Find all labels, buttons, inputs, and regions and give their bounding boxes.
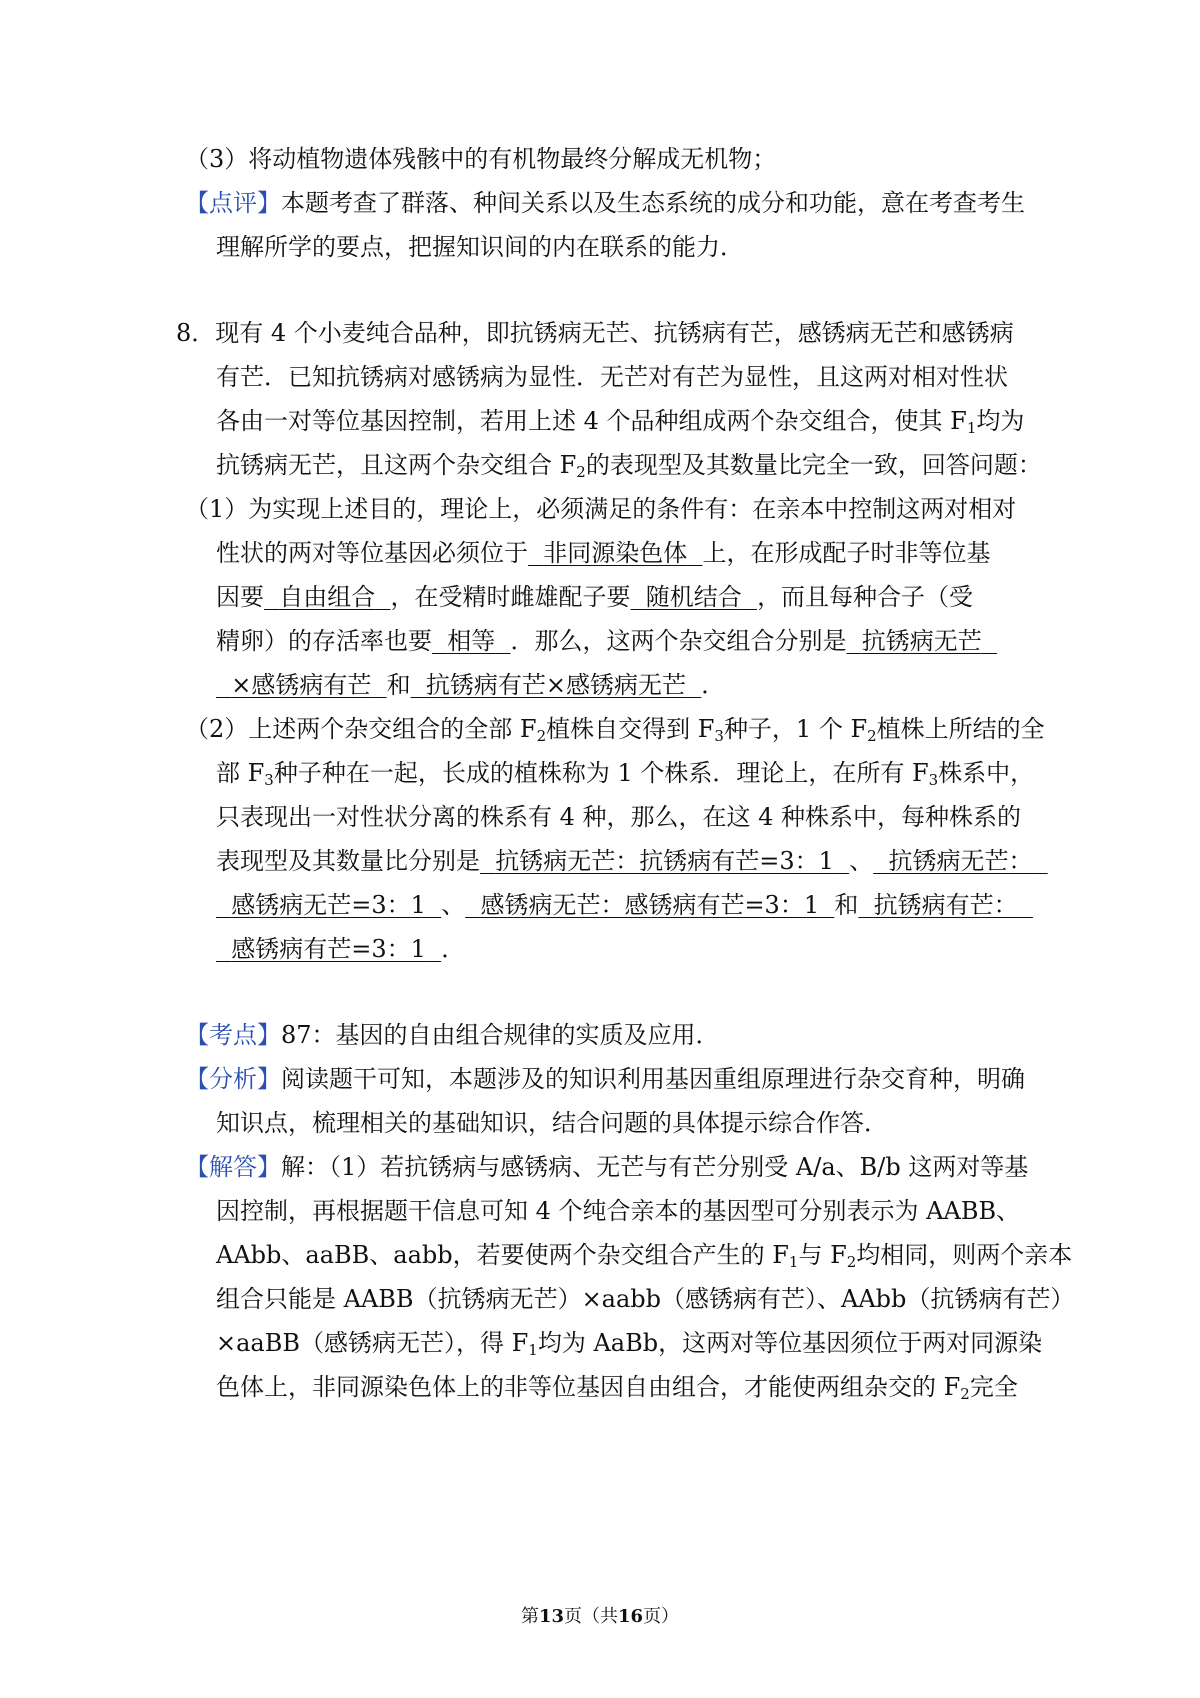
jieda-line-4: 组合只能是 AABB（抗锈病无芒）×aabb（感锈病有芒）、AAbb（抗锈病有芒） [216, 1285, 1075, 1313]
question-8-line-4: 抗锈病无芒，且这两个杂交组合 $F_2$的表现型及其数量比完全一致，回答问题： [216, 451, 1042, 481]
jieda-line-3: AAbb、aaBB、aabb，若要使两个杂交组合产生的 $F_1$与 $F_2$均相同，则两个亲本 [216, 1241, 1073, 1271]
part-2-line-3: 只表现出一对性状分离的株系有 4 种，那么，在这 4 种株系中，每种株系的 [216, 803, 1022, 831]
fenxi-line-2: 知识点，梳理相关的基础知识，结合问题的具体提示综合作答． [216, 1109, 888, 1137]
question-8-line-1: 8．现有 4 个小麦纯合品种，即抗锈病无芒、抗锈病有芒，感锈病无芒和感锈病 [176, 319, 1014, 347]
part-1-line-5: ×感锈病有芒 和 抗锈病有芒×感锈病无芒 ． [216, 668, 725, 702]
jieda-line-5: ×aaBB（感锈病无芒），得 $F_1$均为 AaBb，这两对等位基因须位于两对同源染 [216, 1329, 1043, 1359]
fenxi-line-1: 【分析】阅读题干可知，本题涉及的知识利用基因重组原理进行杂交育种，明确 [185, 1065, 1025, 1093]
kaodian-tag: 【考点】 [185, 1021, 281, 1049]
total-pages: 16 [618, 1606, 644, 1627]
part-2-line-5: 感锈病无芒=3：1 、 感锈病无芒：感锈病有芒=3：1 和 抗锈病有芒： [216, 888, 1033, 922]
kaodian-line: 【考点】87：基因的自由组合规律的实质及应用． [185, 1021, 720, 1049]
comment-line-1: 【点评】本题考查了群落、种间关系以及生态系统的成分和功能，意在考查考生 [185, 189, 1025, 217]
jieda-line-1: 【解答】解：（1）若抗锈病与感锈病、无芒与有芒分别受 A/a、B/b 这两对等基 [185, 1153, 1029, 1181]
jieda-line-2: 因控制，再根据题干信息可知 4 个纯合亲本的基因型可分别表示为 AABB、 [216, 1197, 1021, 1225]
fenxi-tag: 【分析】 [185, 1065, 281, 1093]
part-1-line-2: 性状的两对等位基因必须位于 非同源染色体 上，在形成配子时非等位基 [216, 536, 991, 570]
answer-blank: 抗锈病有芒×感锈病无芒 [425, 671, 687, 699]
comment-line-2: 理解所学的要点，把握知识间的内在联系的能力． [216, 233, 744, 261]
part-1-line-4: 精卵）的存活率也要 相等 ．那么，这两个杂交组合分别是 抗锈病无芒 [216, 624, 997, 658]
jieda-tag: 【解答】 [185, 1153, 281, 1181]
answer-blank: 抗锈病无芒 [861, 627, 982, 655]
answer-line-3: （3）将动植物遗体残骸中的有机物最终分解成无机物； [185, 145, 777, 173]
part-2-line-2: 部 $F_3$种子种在一起，长成的植株称为 1 个株系．理论上，在所有 $F_3$株系中， [216, 759, 1035, 789]
comment-tag: 【点评】 [185, 189, 281, 217]
answer-blank: 抗锈病有芒： [873, 891, 1018, 919]
part-2-line-4: 表现型及其数量比分别是 抗锈病无芒：抗锈病有芒=3：1 、 抗锈病无芒： [216, 844, 1048, 878]
answer-blank: 随机结合 [645, 583, 742, 611]
answer-blank: 非同源染色体 [543, 539, 688, 567]
answer-blank: 相等 [447, 627, 496, 655]
answer-blank: 自由组合 [279, 583, 376, 611]
answer-blank: 抗锈病无芒： [888, 847, 1033, 875]
part-1-line-3: 因要 自由组合 ，在受精时雌雄配子要 随机结合 ，而且每种合子（受 [216, 580, 973, 614]
answer-blank: 感锈病无芒：感锈病有芒=3：1 [480, 891, 820, 919]
question-8-line-2: 有芒．已知抗锈病对感锈病为显性．无芒对有芒为显性，且这两对相对性状 [216, 363, 1008, 391]
answer-blank: ×感锈病有芒 [231, 671, 372, 699]
part-2-line-1: （2）上述两个杂交组合的全部 $F_2$植株自交得到 $F_3$种子，1 个 $F_2$植株上所结的全 [185, 715, 1045, 745]
part-2-line-6: 感锈病有芒=3：1 ． [216, 932, 465, 966]
page-footer: 第13页（共16页） [520, 1606, 680, 1627]
page-number: 13 [538, 1606, 564, 1627]
answer-blank: 感锈病无芒=3：1 [231, 891, 426, 919]
part-1-line-1: （1）为实现上述目的，理论上，必须满足的条件有：在亲本中控制这两对相对 [185, 495, 1017, 523]
question-8-line-3: 各由一对等位基因控制，若用上述 4 个品种组成两个杂交组合，使其 $F_1$均为 [216, 407, 1025, 437]
answer-blank: 抗锈病无芒：抗锈病有芒=3：1 [495, 847, 834, 875]
jieda-line-6: 色体上，非同源染色体上的非等位基因自由组合，才能使两组杂交的 $F_2$完全 [216, 1373, 1018, 1403]
answer-blank: 感锈病有芒=3：1 [231, 935, 426, 963]
